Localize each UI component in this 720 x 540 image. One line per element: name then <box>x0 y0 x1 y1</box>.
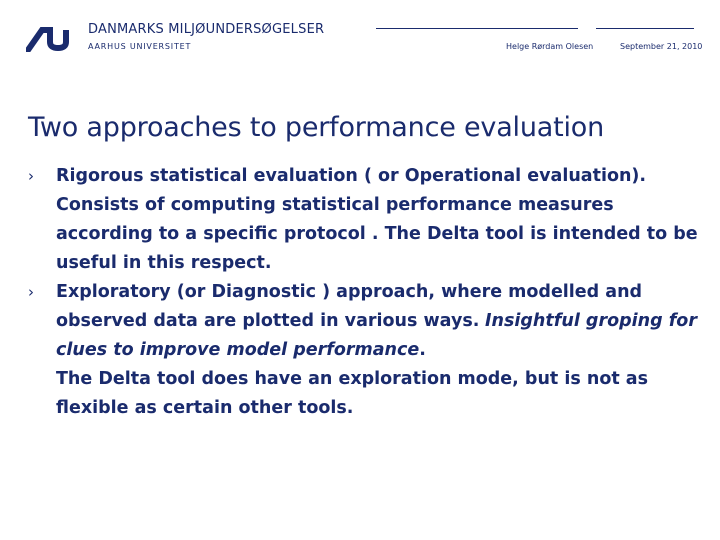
bullet-emphasis-end: . <box>419 340 426 360</box>
bullet-emphasis: Insightful groping for clues to improve model performance <box>56 311 697 360</box>
bullet-item <box>28 278 698 365</box>
bullet-text: Rigorous statistical evaluation ( or Operational evaluation). Consists of computing statistical performance measures according to a specific protocol . The Delta tool is intended to be useful in this respect. <box>56 166 698 273</box>
bullet-item <box>28 162 698 278</box>
bullet-text: Exploratory (or Diagnostic ) approach, where modelled and observed data are plotted in various ways. <box>56 282 643 331</box>
au-wave-logo-icon <box>26 24 76 52</box>
slide-title: Two approaches to performance evaluation <box>28 112 605 143</box>
slide-body <box>28 162 698 423</box>
org-subtitle: AARHUS UNIVERSITET <box>88 42 192 51</box>
presentation-date: September 21, 2010 <box>620 42 703 51</box>
bullet-followup-text: The Delta tool does have an exploration mode, but is not as flexible as certain other tools. <box>56 369 649 418</box>
org-name: DANMARKS MILJØUNDERSØGELSER <box>88 22 325 37</box>
header-divider <box>596 28 694 29</box>
header-divider <box>376 28 578 29</box>
bullet-marker-icon: › <box>28 167 34 185</box>
bullet-marker-icon: › <box>28 283 34 301</box>
author-name: Helge Rørdam Olesen <box>506 42 594 51</box>
